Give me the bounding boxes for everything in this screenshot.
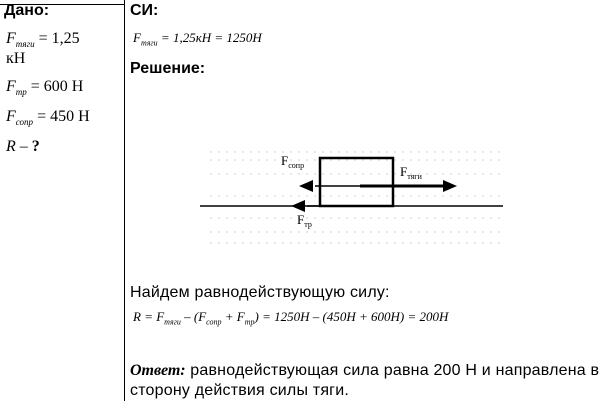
- given-resist-symbol: F: [6, 108, 16, 125]
- given-thrust-symbol: F: [6, 30, 16, 47]
- formula-sub3: тр: [244, 317, 255, 327]
- given-title: Дано:: [4, 2, 50, 19]
- label-thrust-symbol: F: [400, 164, 408, 179]
- si-expression: [133, 30, 262, 48]
- column-divider: [124, 0, 125, 401]
- answer-line-1: [130, 362, 599, 380]
- answer-text-1: равнодействующая сила равна 200 Н и направлена в: [185, 362, 600, 379]
- background-dotted-lines: [210, 152, 500, 243]
- given-resist-sub: сопр: [15, 117, 34, 127]
- label-thrust: [400, 164, 423, 181]
- label-thrust-sub: тяги: [407, 172, 422, 181]
- given-thrust-unit: кН: [6, 50, 26, 67]
- solution-title: Решение:: [130, 60, 206, 77]
- label-resist: [281, 153, 304, 170]
- label-friction-symbol: F: [297, 212, 305, 227]
- given-thrust-sub: тяги: [15, 39, 35, 49]
- resultant-formula: [133, 309, 448, 327]
- given-thrust-value: = 1,25: [38, 30, 80, 47]
- given-thrust: [6, 30, 80, 48]
- block: [320, 158, 393, 206]
- answer-line-2: сторону действия силы тяги.: [130, 382, 350, 399]
- given-friction-sub: тр: [15, 87, 27, 97]
- si-value: = 1,25кН = 1250Н: [160, 30, 262, 45]
- given-friction: [6, 78, 83, 96]
- find-resultant-text: Найдем равнодействующую силу:: [130, 284, 390, 301]
- thrust-arrowhead: [443, 180, 457, 192]
- given-friction-symbol: F: [6, 78, 16, 95]
- formula-sub2: сопр: [206, 317, 222, 327]
- find-question: ?: [31, 138, 40, 155]
- formula-part2: – (F: [180, 309, 207, 324]
- si-symbol: F: [133, 30, 141, 45]
- find-symbol: R: [6, 138, 16, 155]
- label-friction-sub: тр: [304, 220, 312, 229]
- formula-part4: ) = 1250Н – (450Н + 600Н) = 200Н: [254, 309, 449, 324]
- formula-lhs: R: [133, 309, 141, 324]
- label-resist-sub: сопр: [288, 161, 305, 170]
- given-resist: [6, 108, 90, 126]
- answer-label: Ответ:: [130, 362, 186, 379]
- si-sub: тяги: [140, 38, 158, 48]
- label-friction: [297, 212, 312, 229]
- formula-part3: + F: [221, 309, 245, 324]
- given-resist-value: = 450 Н: [37, 108, 90, 125]
- formula-part1: = F: [140, 309, 165, 324]
- friction-arrowhead: [291, 200, 305, 212]
- label-resist-symbol: F: [281, 153, 289, 168]
- given-find: [6, 138, 40, 156]
- find-dash: –: [15, 138, 32, 155]
- given-friction-value: = 600 Н: [30, 78, 84, 95]
- si-title: СИ:: [130, 2, 159, 19]
- resist-arrowhead: [299, 180, 313, 192]
- force-diagram: [195, 140, 515, 252]
- formula-sub1: тяги: [164, 317, 181, 327]
